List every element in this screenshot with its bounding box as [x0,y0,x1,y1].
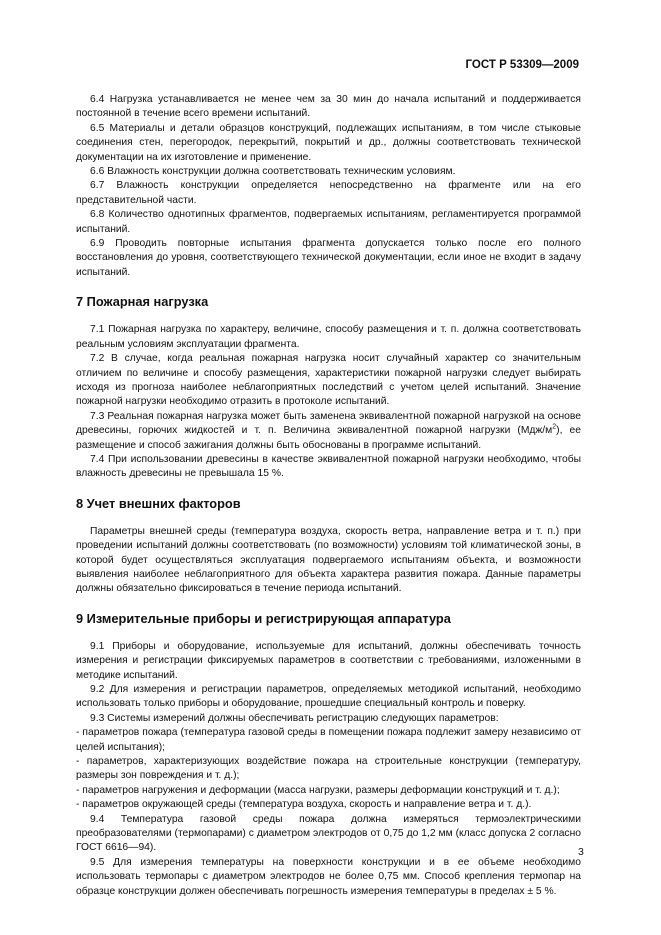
document-body [76,93,581,899]
paragraph-7-3-part-b: ), ее размещение и способ зажигания должны быть обоснованы в программе испытаний. [76,425,582,451]
paragraph-8-1: Параметры внешней среды (температура воздуха, скорость ветра, направление ветра и т. п.) при проведении испытаний должны соответствовать (по возможности) условиям той климатической зоны, в которой будет осуществляться эксплуатация подвергаемого испытаниям объекта, и возможности выявления наиболее неблагоприятного для объекта характера развития пожара. Данные параметры должны обязательно фиксироваться в течение периода испытаний. [76,525,581,595]
list-item: - параметров пожара (температура газовой среды в помещении пожара подлежит замеру независимо от целей испытания); [76,727,581,753]
paragraph-9-1: 9.1 Приборы и оборудование, используемые для испытаний, должны обеспечивать точность измерения и регистрации фиксируемых параметров в соответствии с требованиями, изложенными в методике испытаний. [76,640,581,681]
paragraph-6-6: 6.6 Влажность конструкции должна соответствовать техническим условиям. [90,166,456,178]
paragraph-7-3-part-a: 7.3 Реальная пожарная нагрузка может быть заменена эквивалентной пожарной нагрузкой на основе древесины, горючих жидкостей и т. п. Величина эквивалентной пожарной нагрузки (Мдж/м [76,410,581,437]
section-9-heading: 9 Измерительные приборы и регистрирующая аппаратура [76,610,451,626]
superscript-2: 2 [552,423,557,431]
paragraph-6-7: 6.7 Влажность конструкции определяется непосредственно на фрагменте или на его представительной части. [76,180,581,206]
paragraph-9-2: 9.2 Для измерения и регистрации параметров, определяемых методикой испытаний, необходимо использовать только приборы и оборудование, прошедшие специальный контроль и поверку. [76,684,581,710]
paragraph-9-3: 9.3 Системы измерений должны обеспечивать регистрацию следующих параметров: [90,712,499,724]
list-item: - параметров, характеризующих воздействие пожара на строительные конструкции (температуру, размеры зон повреждения и т. д.); [76,756,581,782]
section-7-heading: 7 Пожарная нагрузка [76,294,209,310]
paragraph-9-5: 9.5 Для измерения температуры на поверхности конструкции и в ее объеме необходимо использовать термопары с диаметром электродов не более 0,75 мм. Способ крепления термопар на образце конструкции должен обеспечивать погрешность измерения температуры в пределах ± 5 %. [76,856,581,897]
document-header: ГОСТ Р 53309—2009 [465,59,579,71]
paragraph-6-5: 6.5 Материалы и детали образцов конструкций, подлежащих испытаниям, в том числе стыковые соединения стен, перегородок, перекрытий, покрытий и др., должны соответствовать технической документации на их изготовление и применение. [76,122,581,163]
page-number: 3 [578,846,584,858]
paragraph-7-1: 7.1 Пожарная нагрузка по характеру, величине, способу размещения и т. п. должна соответствовать реальным условиям эксплуатации фрагмента. [76,324,581,350]
paragraph-9-4: 9.4 Температура газовой среды пожара должна измеряться термоэлектрическими преобразователями (термопарами) с диаметром электродов от 0,75 до 1,2 мм (класс допуска 2 согласно ГОСТ 6616—94). [76,813,581,854]
paragraph-6-9: 6.9 Проводить повторные испытания фрагмента допускается только после его полного восстановления до уровня, соответствующего технической документации, если иное не входит в задачу испытаний. [76,238,581,278]
paragraph-6-4: 6.4 Нагрузка устанавливается не менее чем за 30 мин до начала испытаний и поддерживается постоянной в течение всего времени испытаний. [76,94,581,120]
paragraph-7-4: 7.4 При использовании древесины в качестве эквивалентной пожарной нагрузки необходимо, чтобы влажность древесины не превышала 15 %. [76,453,581,480]
paragraph-6-8: 6.8 Количество однотипных фрагментов, подвергаемых испытаниям, регламентируется программой испытаний. [76,209,581,235]
list-item: - параметров окружающей среды (температура воздуха, скорость и направление ветра и т. д.). [76,799,532,811]
list-item: - параметров нагружения и деформации (масса нагрузки, размеры деформации конструкций и т. д.); [76,784,560,796]
paragraph-7-2: 7.2 В случае, когда реальная пожарная нагрузка носит случайный характер со значительным отличием по величине и способу размещения, характеристики пожарной нагрузки следует выбирать исходя из прогноза наиболее неблагоприятных последствий с учетом целей испытаний. Значение пожарной нагрузки необходимо отразить в протоколе испытаний. [76,353,581,408]
section-8-heading: 8 Учет внешних факторов [76,495,241,511]
paragraph-7-3 [76,410,581,453]
